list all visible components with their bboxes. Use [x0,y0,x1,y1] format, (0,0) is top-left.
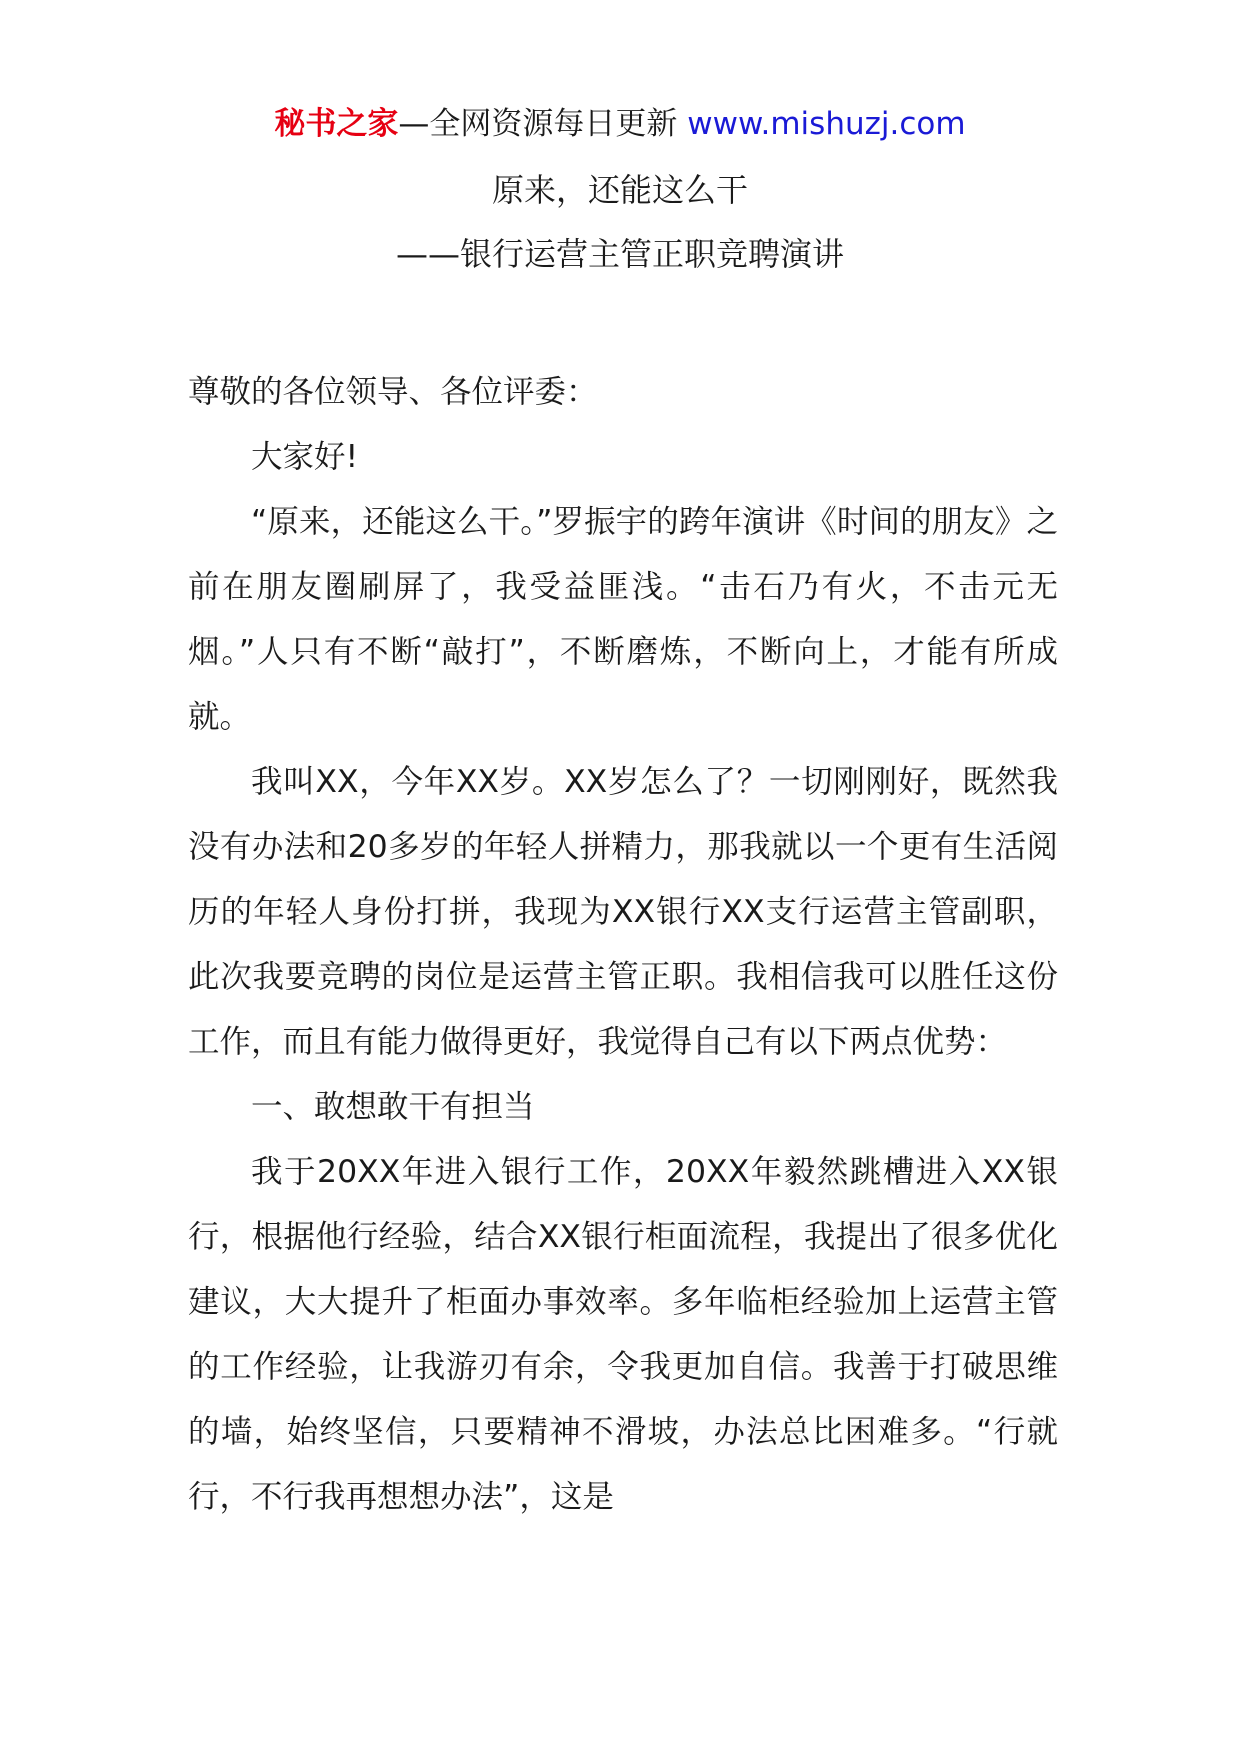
document-title: 原来，还能这么干 [491,171,748,209]
brand-name: 秘书之家 [274,106,399,142]
document-body [188,360,1058,1530]
salutation: 尊敬的各位领导、各位评委： [188,374,598,410]
site-url-link[interactable]: www.mishuzj.com [687,106,966,142]
section-heading-1: 一、敢想敢干有担当 [251,1089,535,1125]
site-header [0,102,1240,146]
greeting: 大家好! [251,439,359,475]
paragraph-self-intro: 我叫XX，今年XX岁。XX岁怎么了？一切刚刚好，既然我没有办法和20多岁的年轻人拼精力，那我就以一个更有生活阅历的年轻人身份打拼，我现为XX银行XX支行运营主管副职，此次我要竞聘的岗位是运营主管正职。我相信我可以胜任这份工作，而且有能力做得更好，我觉得自己有以下两点优势： [188,764,1058,1060]
header-tagline: —全网资源每日更新 [398,106,688,142]
document-subtitle: ——银行运营主管正职竞聘演讲 [395,235,844,273]
paragraph-intro-quote: “原来，还能这么干。”罗振宇的跨年演讲《时间的朋友》之前在朋友圈刷屏了，我受益匪浅。“击石乃有火，不击元无烟。”人只有不断“敲打”，不断磨炼，不断向上，才能有所成就。 [188,504,1058,735]
paragraph-experience: 我于20XX年进入银行工作，20XX年毅然跳槽进入XX银行，根据他行经验，结合XX银行柜面流程，我提出了很多优化建议，大大提升了柜面办事效率。多年临柜经验加上运营主管的工作经验，让我游刃有余，令我更加自信。我善于打破思维的墙，始终坚信，只要精神不滑坡，办法总比困难多。“行就行，不行我再想想办法”，这是 [188,1154,1058,1515]
